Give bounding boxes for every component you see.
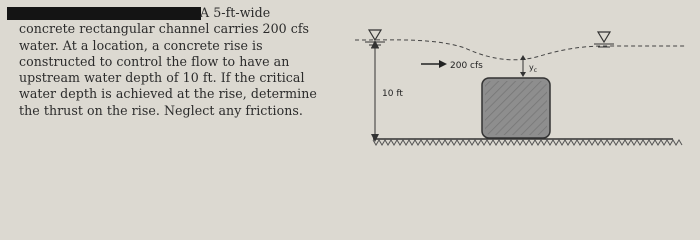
channel-rise-figure <box>355 12 690 162</box>
concrete-rise-hatching <box>485 81 547 135</box>
flow-label: 200 cfs <box>450 61 483 71</box>
problem-line-5: upstream water depth of 10 ft. If the critical <box>19 70 305 86</box>
upstream-depth-dimension <box>371 40 379 142</box>
problem-line-2: concrete rectangular channel carries 200 cfs <box>19 21 310 37</box>
problem-line-1: A 5-ft-wide <box>200 5 271 20</box>
problem-statement <box>19 5 354 119</box>
flow-arrow-icon <box>421 60 447 68</box>
problem-line-6: water depth is achieved at the rise, determine <box>19 86 317 102</box>
critical-depth-marker <box>520 55 526 77</box>
water-surface-line <box>355 40 685 60</box>
problem-line-7: the thrust on the rise. Neglect any frictions. <box>19 102 303 118</box>
hatched-channel-bed-icon <box>373 140 682 145</box>
problem-line-4: constructed to control the flow to have an <box>19 53 290 69</box>
problem-line-3: water. At a location, a concrete rise is <box>19 37 263 53</box>
critical-depth-label: $y_c$ <box>529 63 538 74</box>
water-surface-symbol-downstream-icon <box>594 32 614 47</box>
depth-label: 10 ft <box>382 89 403 99</box>
